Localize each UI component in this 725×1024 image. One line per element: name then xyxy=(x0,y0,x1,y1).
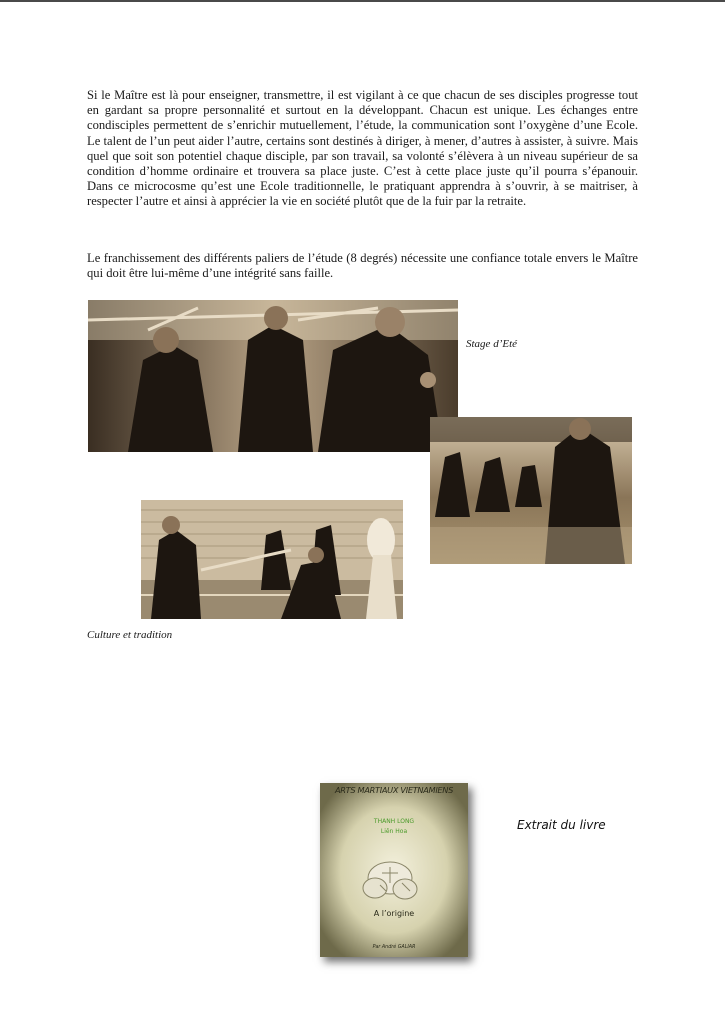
caption-culture-tradition: Culture et tradition xyxy=(87,629,173,641)
photo-gym-demonstration xyxy=(141,500,403,619)
book-subtitle: A l’origine xyxy=(373,909,415,918)
body-paragraph-2: Le franchissement des différents paliers de l’étude (8 degrés) nécessite une confiance totale envers le Maître qui doit être lui-même d’une intégrité sans faille. xyxy=(87,251,638,281)
photo-summer-training xyxy=(88,300,458,452)
body-paragraph-1: Si le Maître est là pour enseigner, transmettre, il est vigilant à ce que chacun de ses disciples progresse tout en gardant sa propre personnalité et surtout en la développant. Chacun est unique. Les échanges entre condisciples permettent de s’enrichir mutuellement, l’étude, la communication sont l’oxygène d’une Ecole. Le talent de l’un peut aider l’autre, certains sont destinés à diriger, à mener, d’autres à assister, à suivre. Mais quel que soit son potentiel chaque disciple, par son travail, sa volonté s’élèvera à un niveau supérieur de sa condition d’homme ordinaire et trouvera sa place juste. C’est à cette place juste qu’il pourra s’épanouir. Dans ce microcosme qu’est une Ecole traditionnelle, le pratiquant apprendra à s’ouvrir, à se maitriser, à respecter l’autre et ainsi à apprécier la vie en société plutôt que de la fuir par la retraite. xyxy=(87,88,638,209)
book-cover xyxy=(320,783,468,957)
book-author: Par André GALIAR xyxy=(372,945,416,950)
book-series-title: ARTS MARTIAUX VIETNAMIENS xyxy=(334,785,454,795)
caption-book-extract: Extrait du livre xyxy=(517,818,606,832)
caption-summer-training: Stage d’Eté xyxy=(466,338,518,350)
top-border xyxy=(0,0,725,2)
book-style-name: THANH LONG xyxy=(373,818,415,825)
book-style-subname: Liên Hoa xyxy=(380,828,408,835)
photo-park-training xyxy=(430,417,632,564)
